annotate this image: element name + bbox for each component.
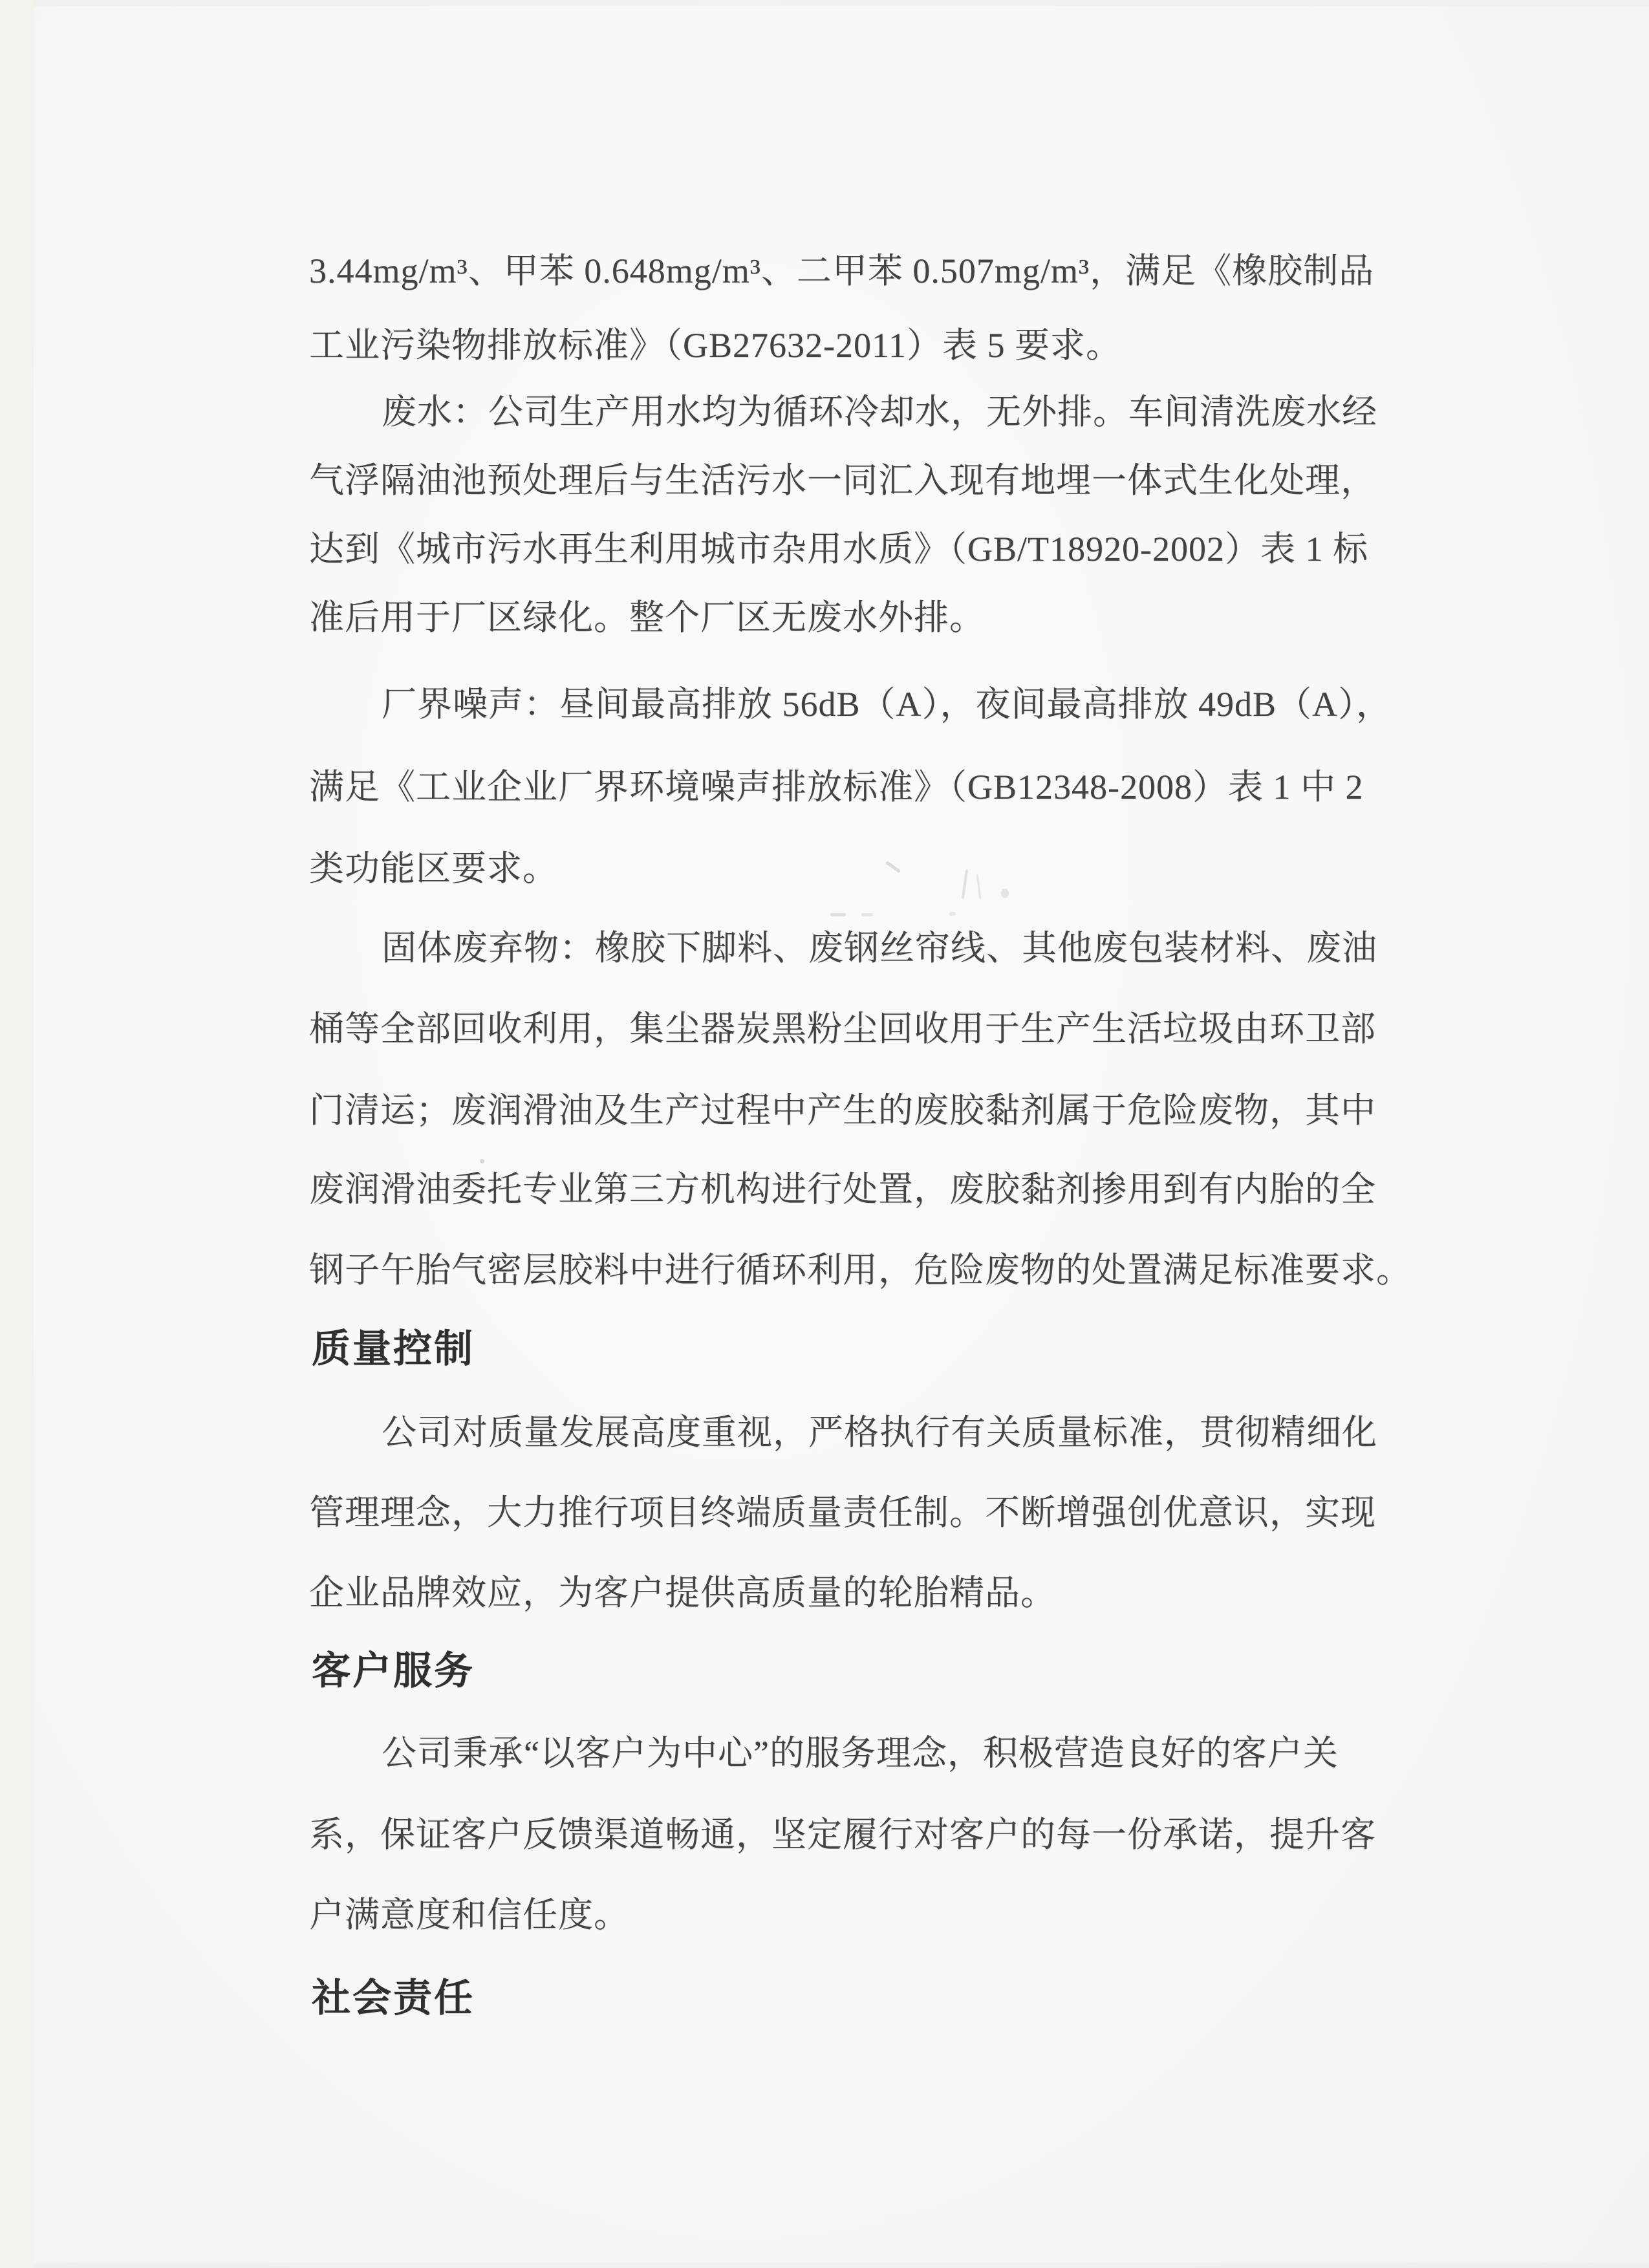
scan-smudge: [861, 913, 873, 916]
paragraph-line: 厂界噪声：昼间最高排放 56dB（A），夜间最高排放 49dB（A），: [382, 685, 1392, 724]
paragraph-line: 3.44mg/m³、甲苯 0.648mg/m³、二甲苯 0.507mg/m³，满足《橡胶制品: [309, 252, 1375, 290]
paragraph-line: 气浮隔油池预处理后与生活污水一同汇入现有地埋一体式生化处理，: [309, 461, 1376, 500]
heading-social-responsibility: 社会责任: [312, 1976, 475, 2020]
paragraph-line: 废润滑油委托专业第三方机构进行处置，废胶黏剂掺用到有内胎的全: [309, 1170, 1376, 1209]
paragraph-line: 企业品牌效应，为客户提供高质量的轮胎精品。: [309, 1573, 1056, 1612]
paragraph-line: 系，保证客户反馈渠道畅通，坚定履行对客户的每一份承诺，提升客: [309, 1815, 1376, 1854]
heading-quality-control: 质量控制: [312, 1327, 475, 1370]
scan-edge-bottom: [0, 2263, 1649, 2268]
paragraph-line: 工业污染物排放标准》（GB27632-2011）表 5 要求。: [309, 326, 1121, 365]
paragraph-line: 管理理念，大力推行项目终端质量责任制。不断增强创优意识，实现: [309, 1493, 1376, 1532]
paragraph-line: 公司秉承“以客户为中心”的服务理念，积极营造良好的客户关: [382, 1734, 1339, 1773]
scan-smudge: [480, 1159, 484, 1163]
paragraph-line: 达到《城市污水再生利用城市杂用水质》（GB/T18920-2002）表 1 标: [309, 530, 1368, 568]
scan-edge-left: [0, 0, 34, 2268]
paragraph-line: 公司对质量发展高度重视，严格执行有关质量标准，贯彻精细化: [382, 1413, 1377, 1452]
scan-edge-top: [0, 0, 1649, 6]
paragraph-line: 固体废弃物：橡胶下脚料、废钢丝帘线、其他废包装材料、废油: [382, 929, 1377, 967]
paragraph-line: 准后用于厂区绿化。整个厂区无废水外排。: [309, 598, 985, 637]
scan-smudge: [949, 912, 956, 916]
paragraph-line: 门清运；废润滑油及生产过程中产生的废胶黏剂属于危险废物，其中: [309, 1091, 1376, 1130]
scan-smudge: [830, 913, 846, 916]
scan-smudge: [1001, 889, 1009, 898]
paragraph-line: 废水：公司生产用水均为循环冷却水，无外排。车间清洗废水经: [382, 393, 1377, 431]
paragraph-line: 户满意度和信任度。: [309, 1895, 629, 1934]
paragraph-line: 桶等全部回收利用，集尘器炭黑粉尘回收用于生产生活垃圾由环卫部: [309, 1010, 1376, 1048]
heading-customer-service: 客户服务: [312, 1649, 475, 1692]
paragraph-line: 满足《工业企业厂界环境噪声排放标准》（GB12348-2008）表 1 中 2: [309, 768, 1364, 806]
paragraph-line: 类功能区要求。: [309, 849, 558, 888]
paragraph-line: 钢子午胎气密层胶料中进行循环利用，危险废物的处置满足标准要求。: [309, 1251, 1412, 1290]
